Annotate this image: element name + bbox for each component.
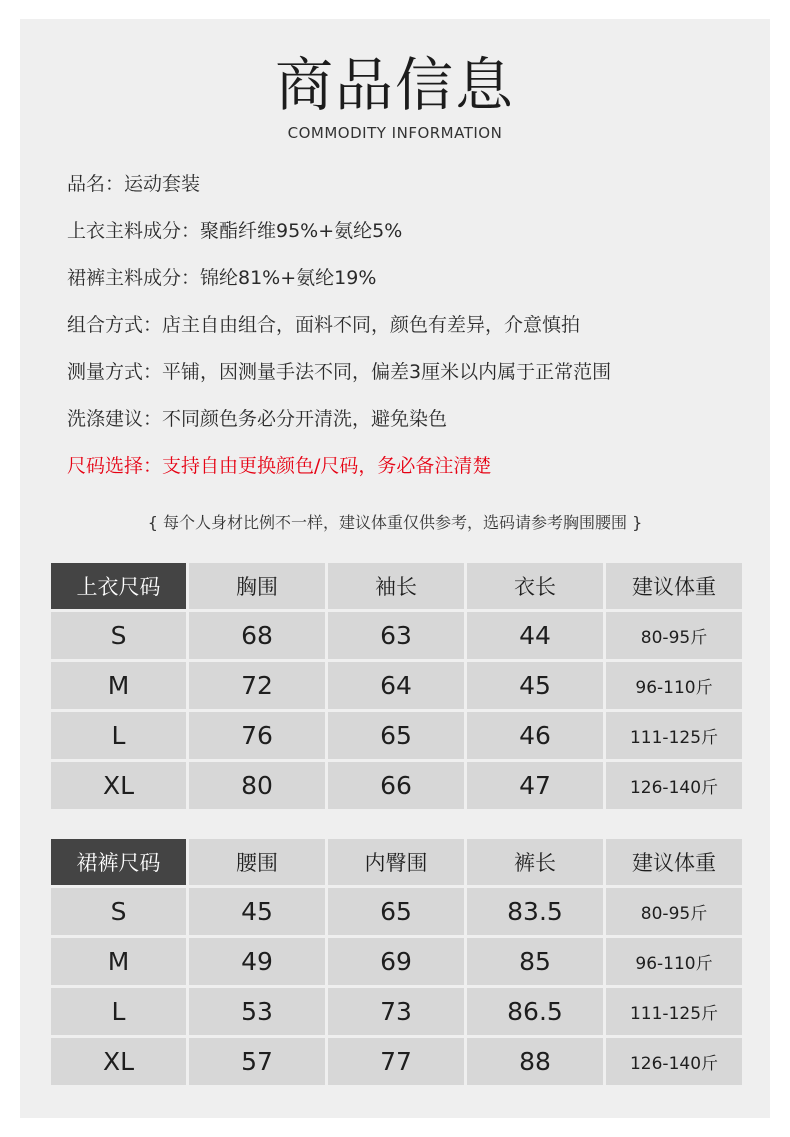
weight-cell: 96-110斤 <box>606 662 742 709</box>
table-cell: 65 <box>328 712 464 759</box>
table-header-row <box>51 839 742 885</box>
weight-cell: 96-110斤 <box>606 938 742 985</box>
table-corner-label: 裙裤尺码 <box>51 839 186 885</box>
size-cell: M <box>51 662 186 709</box>
table-header-cell: 裤长 <box>467 839 603 885</box>
table-cell: 83.5 <box>467 888 603 935</box>
table-cell: 86.5 <box>467 988 603 1035</box>
table-cell: 77 <box>328 1038 464 1085</box>
table-row <box>51 1038 742 1085</box>
size-cell: XL <box>51 1038 186 1085</box>
weight-cell: 126-140斤 <box>606 1038 742 1085</box>
size-cell: XL <box>51 762 186 809</box>
table-cell: 44 <box>467 612 603 659</box>
weight-cell: 80-95斤 <box>606 612 742 659</box>
info-combination: 组合方式：店主自由组合，面料不同，颜色有差异，介意慎拍 <box>67 314 581 336</box>
table-cell: 72 <box>189 662 325 709</box>
product-info-list <box>67 170 611 499</box>
table-row <box>51 988 742 1035</box>
size-cell: S <box>51 612 186 659</box>
size-note: { 每个人身材比例不一样，建议体重仅供参考，选码请参考胸围腰围 } <box>147 513 643 532</box>
table-cell: 69 <box>328 938 464 985</box>
info-size-selection: 尺码选择：支持自由更换颜色/尺码，务必备注清楚 <box>67 455 492 477</box>
table-cell: 66 <box>328 762 464 809</box>
table-row <box>51 762 742 809</box>
table-header-row <box>51 563 742 609</box>
table-row <box>51 662 742 709</box>
info-top-material: 上衣主料成分：聚酯纤维95%+氨纶5% <box>67 220 403 242</box>
table-header-cell: 建议体重 <box>606 839 742 885</box>
size-cell: L <box>51 712 186 759</box>
size-cell: S <box>51 888 186 935</box>
table-corner-label: 上衣尺码 <box>51 563 186 609</box>
table-row <box>51 938 742 985</box>
page-title: 商品信息 <box>274 51 515 119</box>
table-cell: 88 <box>467 1038 603 1085</box>
bottom-size-table <box>48 836 745 1088</box>
table-cell: 76 <box>189 712 325 759</box>
weight-cell: 80-95斤 <box>606 888 742 935</box>
table-cell: 49 <box>189 938 325 985</box>
table-cell: 85 <box>467 938 603 985</box>
table-header-cell: 建议体重 <box>606 563 742 609</box>
size-cell: M <box>51 938 186 985</box>
top-size-table <box>48 560 745 812</box>
info-washing: 洗涤建议：不同颜色务必分开清洗，避免染色 <box>67 408 448 430</box>
table-cell: 64 <box>328 662 464 709</box>
table-cell: 45 <box>467 662 603 709</box>
size-cell: L <box>51 988 186 1035</box>
table-header-cell: 胸围 <box>189 563 325 609</box>
table-row <box>51 888 742 935</box>
table-cell: 65 <box>328 888 464 935</box>
table-header-cell: 腰围 <box>189 839 325 885</box>
table-row <box>51 612 742 659</box>
page-subtitle: COMMODITY INFORMATION <box>287 124 503 142</box>
info-measurement: 测量方式：平铺，因测量手法不同，偏差3厘米以内属于正常范围 <box>67 361 612 383</box>
table-cell: 80 <box>189 762 325 809</box>
table-header-cell: 内臀围 <box>328 839 464 885</box>
weight-cell: 126-140斤 <box>606 762 742 809</box>
table-cell: 57 <box>189 1038 325 1085</box>
table-row <box>51 712 742 759</box>
weight-cell: 111-125斤 <box>606 712 742 759</box>
table-cell: 68 <box>189 612 325 659</box>
table-cell: 45 <box>189 888 325 935</box>
info-bottom-material: 裙裤主料成分：锦纶81%+氨纶19% <box>67 267 377 289</box>
table-cell: 53 <box>189 988 325 1035</box>
table-cell: 73 <box>328 988 464 1035</box>
table-cell: 63 <box>328 612 464 659</box>
table-header-cell: 袖长 <box>328 563 464 609</box>
weight-cell: 111-125斤 <box>606 988 742 1035</box>
table-header-cell: 衣长 <box>467 563 603 609</box>
table-cell: 47 <box>467 762 603 809</box>
info-product-name: 品名：运动套装 <box>67 173 201 195</box>
table-cell: 46 <box>467 712 603 759</box>
